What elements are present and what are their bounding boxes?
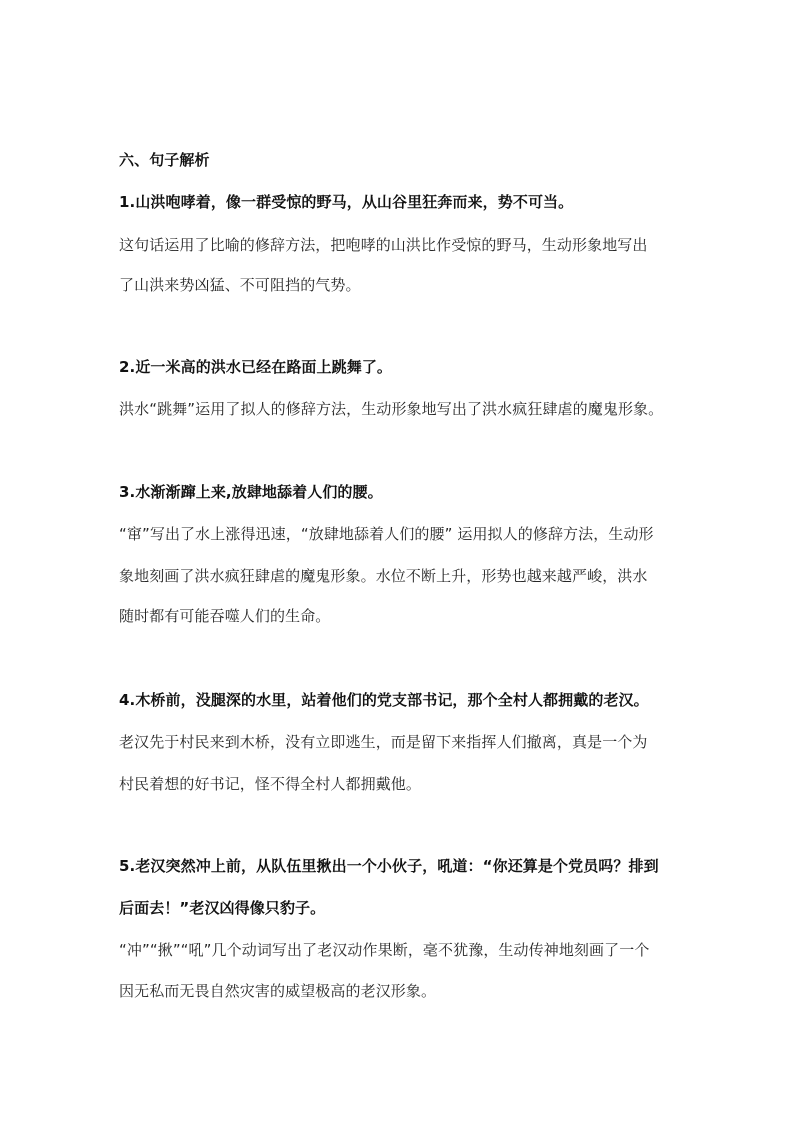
analysis-3-line-1: “窜”写出了水上涨得迅速，“放肆地舔着人们的腰” 运用拟人的修辞方法，生动形 [119, 525, 654, 543]
sentence-heading-5-line-1: 5.老汉突然冲上前，从队伍里揪出一个小伙子，吼道：“你还算是个党员吗？排到 [119, 857, 659, 875]
section-title: 六、句子解析 [119, 151, 210, 169]
sentence-heading-1: 1.山洪咆哮着，像一群受惊的野马，从山谷里狂奔而来，势不可当。 [119, 193, 574, 211]
sentence-heading-4: 4.木桥前，没腿深的水里，站着他们的党支部书记，那个全村人都拥戴的老汉。 [119, 691, 649, 709]
sentence-heading-5-line-2: 后面去！”老汉凶得像只豹子。 [119, 899, 326, 917]
analysis-5-line-1: “冲”“揪”“吼”几个动词写出了老汉动作果断，毫不犹豫，生动传神地刻画了一个 [119, 941, 650, 959]
analysis-4-line-1: 老汉先于村民来到木桥，没有立即逃生，而是留下来指挥人们撤离，真是一个为 [119, 733, 648, 751]
sentence-heading-2: 2.近一米高的洪水已经在路面上跳舞了。 [119, 358, 393, 376]
analysis-5-line-2: 因无私而无畏自然灾害的威望极高的老汉形象。 [119, 982, 437, 1000]
sentence-heading-3: 3.水渐渐蹿上来,放肆地舔着人们的腰。 [119, 483, 383, 501]
analysis-3-line-2: 象地刻画了洪水疯狂肆虐的魔鬼形象。水位不断上升，形势也越来越严峻，洪水 [119, 567, 648, 585]
analysis-1-line-1: 这句话运用了比喻的修辞方法，把咆哮的山洪比作受惊的野马，生动形象地写出 [119, 236, 648, 254]
analysis-1-line-2: 了山洪来势凶猛、不可阻挡的气势。 [119, 276, 361, 294]
analysis-4-line-2: 村民着想的好书记，怪不得全村人都拥戴他。 [119, 775, 422, 793]
analysis-3-line-3: 随时都有可能吞噬人们的生命。 [119, 607, 331, 625]
analysis-2-line-1: 洪水“跳舞”运用了拟人的修辞方法，生动形象地写出了洪水疯狂肆虐的魔鬼形象。 [119, 400, 664, 418]
